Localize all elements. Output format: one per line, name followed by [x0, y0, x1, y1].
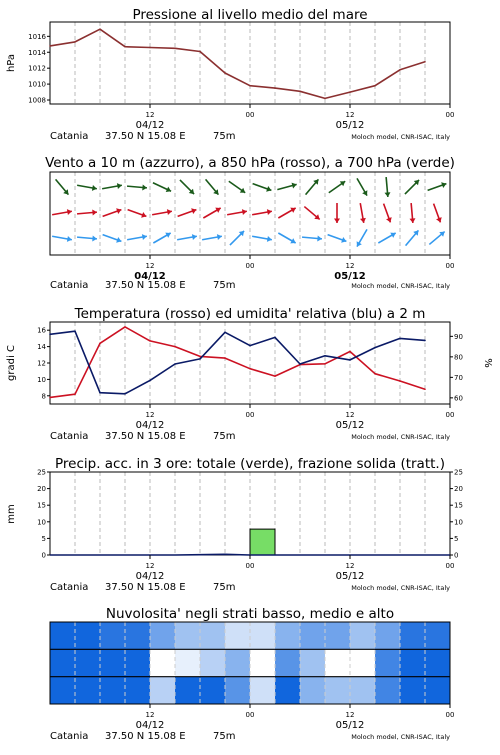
cloud-cell	[125, 649, 151, 677]
plot-frame	[50, 22, 450, 104]
temperature-line-point	[199, 356, 201, 358]
wind-arrow	[177, 234, 197, 240]
x-tick-label: 00	[445, 111, 455, 119]
panel-title: Nuvolosita' negli strati basso, medio e alto	[105, 606, 395, 622]
cloud-cell	[100, 677, 126, 705]
wind-arrow-head	[334, 219, 340, 224]
x-tick-label: 12	[145, 411, 155, 419]
cloud-cell	[200, 649, 226, 677]
footer-location: Catania	[50, 431, 89, 442]
humidity-line-point	[249, 345, 251, 347]
cloud-cell	[175, 622, 201, 650]
y-right-tick-label: 0	[454, 551, 459, 560]
wind-arrow	[229, 181, 245, 192]
cloud-cell	[225, 622, 251, 650]
cloud-cell	[75, 649, 101, 677]
wind-arrow	[357, 229, 367, 246]
cloud-cell	[50, 622, 76, 650]
precipitation-panel	[6, 456, 463, 593]
y-tick-label: 0	[41, 551, 46, 560]
humidity-line-point	[399, 338, 401, 340]
wind-arrow	[227, 209, 247, 215]
pressure-line	[50, 29, 425, 98]
temperature-line-point	[324, 363, 326, 365]
cloud-cell	[350, 649, 376, 677]
temperature-line-point	[224, 357, 226, 359]
cloud-cell	[275, 622, 301, 650]
wind-arrow	[103, 208, 122, 216]
cloud-cell	[175, 677, 201, 705]
footer-elevation: 75m	[213, 582, 236, 593]
humidity-line-point	[174, 363, 176, 365]
footer-coords: 37.50 N 15.08 E	[105, 131, 186, 142]
y-tick-label: 1016	[28, 32, 46, 41]
cloud-cell	[100, 622, 126, 650]
x-tick-label: 00	[245, 411, 255, 419]
y-tick-label: 8	[41, 392, 46, 401]
temperature-line-point	[174, 346, 176, 348]
humidity-line-point	[124, 393, 126, 395]
y-right-tick-label: 90	[454, 332, 463, 341]
pressure-line-point	[424, 61, 426, 63]
x-tick-label: 00	[245, 111, 255, 119]
y-tick-label: 1008	[28, 96, 46, 105]
temperature-line-point	[274, 375, 276, 377]
wind-arrow	[278, 208, 295, 218]
wind-arrow	[406, 230, 419, 245]
pressure-line-point	[399, 69, 401, 71]
wind-panel	[45, 155, 455, 291]
y-right-tick-label: 70	[454, 373, 463, 382]
precip-baseline	[50, 554, 450, 555]
temperature-line	[50, 327, 425, 398]
pressure-line-point	[124, 46, 126, 48]
wind-arrow	[102, 183, 122, 189]
footer-location: Catania	[50, 280, 89, 291]
footer-coords: 37.50 N 15.08 E	[105, 582, 186, 593]
date-label: 04/12	[135, 120, 165, 131]
pressure-line-point	[149, 47, 151, 49]
x-tick-label: 00	[245, 711, 255, 719]
humidity-line	[50, 331, 425, 394]
y-tick-label: 1010	[28, 80, 46, 89]
cloud-cell	[425, 649, 451, 677]
humidity-line-point	[149, 380, 151, 382]
cloud-cell	[250, 622, 276, 650]
humidity-line-point	[374, 347, 376, 349]
humidity-line-point	[349, 359, 351, 361]
footer-coords: 37.50 N 15.08 E	[105, 731, 186, 742]
x-tick-label: 12	[145, 262, 155, 270]
y-right-tick-label: 20	[454, 485, 463, 494]
pressure-line-point	[299, 90, 301, 92]
y-right-tick-label: 60	[454, 394, 463, 403]
humidity-line-point	[299, 363, 301, 365]
wind-arrow-head	[409, 218, 415, 223]
humidity-line-point	[199, 358, 201, 360]
date-label: 05/12	[335, 420, 365, 431]
y-right-tick-label: 80	[454, 353, 463, 362]
wind-arrow	[409, 203, 415, 223]
cloud-cell	[300, 622, 326, 650]
cloud-cell	[300, 649, 326, 677]
wind-arrow	[384, 177, 390, 197]
cloud-cell	[150, 622, 176, 650]
cloud-cell	[375, 622, 401, 650]
cloud-cell	[125, 622, 151, 650]
pressure-line-point	[49, 45, 51, 47]
wind-arrow	[253, 184, 272, 192]
wind-arrow	[153, 183, 171, 192]
pressure-line-point	[224, 72, 226, 74]
clouds-panel	[50, 606, 454, 742]
cloud-cell	[375, 677, 401, 705]
wind-arrow	[178, 208, 197, 216]
y-axis-label: gradi C	[6, 345, 17, 381]
wind-arrow	[180, 180, 194, 194]
footer-model: Moloch model, CNR-ISAC, Italy	[351, 282, 450, 290]
wind-arrow	[56, 179, 69, 194]
footer-location: Catania	[50, 582, 89, 593]
date-label: 04/12	[135, 571, 165, 582]
footer-model: Moloch model, CNR-ISAC, Italy	[351, 584, 450, 592]
wind-arrow-head	[92, 235, 97, 241]
plot-frame	[50, 322, 450, 404]
cloud-cell	[400, 649, 426, 677]
cloud-cell	[375, 649, 401, 677]
panel-title: Temperatura (rosso) ed umidita' relativa (blu) a 2 m	[74, 306, 426, 322]
wind-arrow	[360, 203, 366, 223]
temperature-line-point	[424, 388, 426, 390]
pressure-panel	[6, 7, 454, 142]
cloud-cell	[150, 649, 176, 677]
pressure-line-point	[249, 85, 251, 87]
footer-elevation: 75m	[213, 431, 236, 442]
humidity-line-point	[324, 355, 326, 357]
wind-arrow	[52, 236, 72, 242]
y-right-tick-label: 10	[454, 518, 463, 527]
x-tick-label: 00	[445, 262, 455, 270]
y-right-tick-label: 15	[454, 501, 463, 510]
cloud-cell	[425, 622, 451, 650]
date-label: 05/12	[335, 120, 365, 131]
x-tick-label: 12	[345, 111, 355, 119]
cloud-cell	[325, 677, 351, 705]
y-tick-label: 10	[37, 375, 46, 384]
wind-arrow	[252, 209, 272, 215]
pressure-line-point	[99, 28, 101, 30]
wind-arrow	[77, 210, 97, 216]
cloud-cell	[250, 677, 276, 705]
wind-arrow	[127, 184, 147, 190]
footer-model: Moloch model, CNR-ISAC, Italy	[351, 133, 450, 141]
precip-bar	[250, 529, 275, 555]
wind-arrow	[306, 179, 319, 194]
date-label: 04/12	[135, 720, 165, 731]
wind-arrow	[52, 209, 72, 215]
cloud-cell	[400, 677, 426, 705]
wind-arrow	[77, 235, 97, 241]
x-tick-label: 12	[345, 411, 355, 419]
humidity-line-point	[224, 331, 226, 333]
y-tick-label: 12	[37, 359, 46, 368]
wind-arrow	[127, 234, 147, 240]
wind-arrow	[252, 236, 272, 242]
humidity-line-point	[274, 337, 276, 339]
y-axis-label: mm	[6, 504, 17, 524]
cloud-cell	[350, 677, 376, 705]
cloud-cell	[50, 649, 76, 677]
temperature-line-point	[74, 393, 76, 395]
pressure-line-point	[349, 91, 351, 93]
wind-arrow	[384, 204, 392, 223]
cloud-cell	[150, 677, 176, 705]
y-tick-label: 1014	[28, 48, 46, 57]
x-tick-label: 00	[445, 711, 455, 719]
x-tick-label: 12	[345, 711, 355, 719]
wind-arrow	[202, 234, 222, 240]
wind-arrow	[103, 235, 122, 243]
humidity-line-point	[424, 340, 426, 342]
wind-arrow	[429, 232, 444, 245]
wind-arrow	[378, 233, 395, 243]
cloud-cell	[200, 622, 226, 650]
temperature-line-point	[149, 340, 151, 342]
wind-arrow	[278, 233, 295, 243]
x-tick-label: 12	[145, 111, 155, 119]
cloud-cell	[125, 677, 151, 705]
footer-location: Catania	[50, 731, 89, 742]
date-label: 04/12	[135, 420, 165, 431]
cloud-cell	[250, 649, 276, 677]
wind-arrow	[203, 208, 220, 218]
footer-coords: 37.50 N 15.08 E	[105, 431, 186, 442]
temperature-line-point	[374, 373, 376, 375]
x-tick-label: 00	[445, 411, 455, 419]
cloud-cell	[175, 649, 201, 677]
wind-arrow-head	[384, 192, 390, 197]
wind-arrow	[277, 183, 296, 190]
wind-arrow-head	[317, 235, 322, 241]
wind-arrow	[334, 203, 340, 223]
pressure-line-point	[274, 87, 276, 89]
wind-arrow	[405, 180, 419, 194]
wind-arrow	[152, 209, 172, 215]
cloud-cell	[325, 649, 351, 677]
y-tick-label: 14	[37, 343, 46, 352]
cloud-cell	[275, 649, 301, 677]
y-tick-label: 15	[37, 501, 46, 510]
date-label: 05/12	[335, 720, 365, 731]
pressure-line-point	[74, 41, 76, 43]
wind-arrow	[128, 210, 147, 218]
temperature-line-point	[349, 351, 351, 353]
cloud-cell	[425, 677, 451, 705]
y-right-tick-label: 25	[454, 468, 463, 477]
y-tick-label: 10	[37, 518, 46, 527]
y-right-tick-label: 5	[454, 534, 459, 543]
y-tick-label: 20	[37, 485, 46, 494]
footer-location: Catania	[50, 131, 89, 142]
x-tick-label: 12	[145, 711, 155, 719]
date-label: 05/12	[334, 271, 366, 282]
cloud-cell	[350, 622, 376, 650]
y-right-axis-label: %	[482, 358, 493, 368]
wind-arrow	[328, 235, 347, 243]
humidity-line-point	[74, 330, 76, 332]
temperature-line-point	[399, 380, 401, 382]
footer-model: Moloch model, CNR-ISAC, Italy	[351, 433, 450, 441]
y-tick-label: 16	[37, 326, 46, 335]
x-tick-label: 00	[245, 562, 255, 570]
wind-arrow	[434, 204, 442, 223]
wind-arrow	[206, 179, 219, 194]
cloud-cell	[200, 677, 226, 705]
cloud-cell	[225, 677, 251, 705]
pressure-line-point	[199, 51, 201, 53]
temperature-line-point	[124, 326, 126, 328]
cloud-cell	[300, 677, 326, 705]
temperature-line-point	[249, 368, 251, 370]
humidity-line-point	[99, 392, 101, 394]
wind-arrow-head	[92, 210, 97, 216]
wind-arrow	[428, 182, 447, 190]
cloud-cell	[275, 677, 301, 705]
footer-elevation: 75m	[213, 280, 236, 291]
pressure-line-point	[174, 47, 176, 49]
wind-arrow	[230, 231, 244, 245]
temperature-line-point	[49, 397, 51, 399]
cloud-cell	[325, 622, 351, 650]
panel-title: Precip. acc. in 3 ore: totale (verde), frazione solida (tratt.)	[55, 456, 445, 472]
footer-elevation: 75m	[213, 731, 236, 742]
date-label: 04/12	[134, 271, 166, 282]
y-tick-label: 1012	[28, 64, 46, 73]
pressure-line-point	[374, 85, 376, 87]
wind-arrow	[302, 235, 322, 241]
cloud-cell	[75, 677, 101, 705]
cloud-cell	[225, 649, 251, 677]
footer-coords: 37.50 N 15.08 E	[105, 280, 186, 291]
temperature-line-point	[99, 343, 101, 345]
wind-arrow-head	[142, 184, 147, 190]
wind-arrow	[153, 233, 170, 243]
panel-title: Vento a 10 m (azzurro), a 850 hPa (rosso), a 700 hPa (verde)	[45, 155, 455, 171]
cloud-cell	[75, 622, 101, 650]
x-tick-label: 00	[445, 562, 455, 570]
footer-model: Moloch model, CNR-ISAC, Italy	[351, 733, 450, 741]
humidity-line-point	[49, 334, 51, 336]
cloud-cell	[100, 649, 126, 677]
y-axis-label: hPa	[6, 53, 17, 73]
wind-arrow	[329, 181, 345, 192]
x-tick-label: 12	[345, 562, 355, 570]
y-tick-label: 25	[37, 468, 46, 477]
footer-elevation: 75m	[213, 131, 236, 142]
wind-arrow	[304, 207, 319, 220]
x-tick-label: 12	[345, 262, 355, 270]
date-label: 05/12	[335, 571, 365, 582]
y-tick-label: 5	[41, 534, 46, 543]
wind-arrow	[357, 178, 367, 195]
pressure-line-point	[324, 98, 326, 100]
panel-title: Pressione al livello medio del mare	[132, 7, 368, 23]
x-tick-label: 12	[145, 562, 155, 570]
temperature-panel	[6, 306, 493, 442]
wind-arrow	[77, 185, 97, 191]
x-tick-label: 00	[245, 262, 255, 270]
cloud-cell	[400, 622, 426, 650]
cloud-cell	[50, 677, 76, 705]
